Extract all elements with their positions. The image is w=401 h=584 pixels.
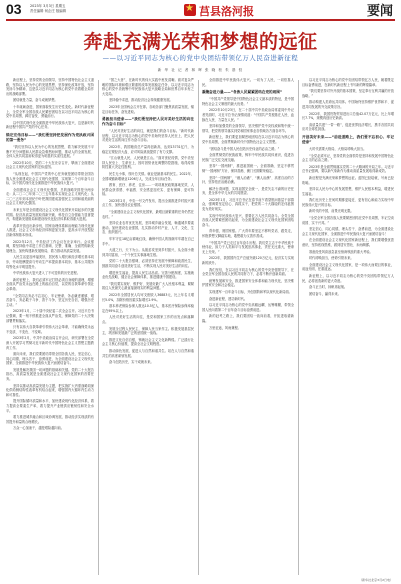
article-paragraph: 解决台湾问题、实现祖国完全统一，是党矢志不渝的历史任务，是全体中华儿女的共同愿望。 bbox=[202, 186, 294, 196]
article-paragraph: 实现建军一百年奋斗目标，开创国防和军队现代化新局面。 bbox=[209, 289, 292, 294]
article-paragraph: 新征程上，我们要更加紧密地团结在以习近平同志为核心的党中央周围，全面贯彻新时代中国特色社会主义思想。 bbox=[202, 135, 294, 144]
newspaper-logo bbox=[184, 3, 262, 18]
article-paragraph: 时代呼唤担当，使命引领未来。 bbox=[309, 256, 354, 261]
article-paragraph: 坚持和加强党的全面领导，坚决维护党中央权威和集中统一领导，把党的领导落实到党和国家事业各领域各方面各环节。 bbox=[202, 124, 294, 133]
article-paragraph: 以中国式现代化全面推进中华民族伟大复兴，这是新时代新征程中国共产党的中心任务。 bbox=[6, 120, 94, 130]
article-paragraph: 发展是解决我国一切问题的基础和关键。党的二十大报告指出，高质量发展是全面建设社会主义现代化国家的首要任务。 bbox=[6, 367, 94, 382]
article-paragraph: “江山就是人民，人民就是江山。”面对世纪疫情，党中央坚持人民至上、生命至上，因时因势优化调整防控措施，取得疫情防控重大决定性胜利。 bbox=[102, 156, 194, 170]
header-rule bbox=[6, 19, 395, 21]
article-paragraph: 2023年2月，中央一号文件发布，提出全面推进乡村振兴重点工作，加快建设农业强国。 bbox=[102, 198, 194, 208]
article-column-2 bbox=[102, 78, 194, 578]
article-paragraph: 以习近平同志为核心的党中央高瞻远瞩、运筹帷幄，带领全国人民向着第二个百年奋斗目标奋勇前进。 bbox=[202, 303, 294, 312]
article-paragraph: 以习近平同志为核心的党中央团结带领亿万人民，朝着既定目标奋勇前进，在新时代新征程上书写新的辉煌篇章。 bbox=[302, 78, 394, 87]
article-paragraph: 2023年1月，习近平总书记在春节前夕看望慰问基层干部群众，强调要坚定信心、真抓实干，把党的二十大描绘的宏伟蓝图变为美好现实。 bbox=[202, 197, 294, 212]
article-paragraph: 奋斗正当时，扬帆再起航。 bbox=[309, 285, 348, 290]
article-paragraph: 牢牢守住18亿亩耕地红线，确保中国人的饭碗牢牢端在自己手中。 bbox=[102, 237, 194, 246]
article-paragraph: 2023年2月，中共中央政治局召开会议，研究部署在全党深入开展学习贯彻习近平新时代中国特色社会主义思想主题教育工作。 bbox=[6, 336, 94, 350]
article-paragraph: 万众一心加油干，越是艰险越向前。 bbox=[13, 426, 64, 431]
article-paragraph: 坚持“一国两制”，推进祖国统一。全面准确、坚定不移贯彻“一国两制”方针，保持香港、澳门长期繁荣稳定。 bbox=[202, 164, 294, 173]
article-paragraph: 坚持农业农村优先发展，坚持城乡融合发展，畅通城乡要素流动。加快建设农业强国，扎实推动乡村产业、人才、文化、生态、组织振兴。 bbox=[102, 221, 194, 235]
article-paragraph: 高质量共建“一带一路”，促进世界经济增长，携手各国共同应对全球性挑战。 bbox=[302, 122, 394, 132]
article-paragraph: 推动绿色发展，促进人与自然和谐共生。站在人与自然和谐共生的高度谋划发展。 bbox=[102, 348, 194, 358]
article-paragraph: 2022年，我国货物贸易进出口总值42.07万亿元，比上年增长7.7%，规模再创历史新高。 bbox=[302, 111, 394, 121]
article-paragraph: 2022年10月，党的二十大在北京召开，擘画了全面建设社会主义现代化国家的宏伟蓝图。 bbox=[6, 160, 94, 170]
article-paragraph: 奋进新征程，建功新时代。 bbox=[209, 296, 248, 301]
article-paragraph: 未来五年是全面建设社会主义现代化国家开局起步的关键时期。经济高质量发展取得新突破，科技自立自强能力显著提升，构建新发展格局和建设现代化经济体系取得重大进展。 bbox=[6, 208, 94, 222]
article-paragraph: 2023年1月，二十届中央纪委二次全会召开。习近平总书记强调，要一刻不停推进全面从严治党，保障党的二十大决策部署贯彻落实。 bbox=[6, 309, 94, 323]
article-paragraph: 新的征程上，我们必须牢记打铁必须自身硬的道理，增强全面从严治党永远在路上的政治自觉，以党的自我革命引领社会革命。 bbox=[6, 277, 94, 291]
article-paragraph: 人民对美好生活的向往，是党和国家工作的出发点和落脚点。 bbox=[102, 315, 194, 324]
article-column-1 bbox=[6, 78, 94, 578]
issue-date: 2023年 3月3日 星期五 bbox=[30, 4, 66, 8]
article-paragraph: 基本养老保险参保人数达10.5亿人，基本医疗保险参保率稳定在95%以上。 bbox=[102, 304, 194, 313]
article-paragraph: 发展全过程人民民主，保障人民当家作主。积极发展基层民主，巩固和发展最广泛的爱国统一战线。 bbox=[102, 326, 194, 336]
section-subheading: 凝聚奋进力量——“各族人民紧紧团结在党的周围” bbox=[202, 90, 283, 95]
article-paragraph: 推进文化自信自强，铸就社会主义文化新辉煌。广泛践行社会主义核心价值观，提高全社会文明程度。 bbox=[102, 337, 194, 347]
article-paragraph: “从现在起，中国共产党的中心任务就是团结带领全国各族人民全面建成社会主义现代化强国、实现第二个百年奋斗目标，以中国式现代化全面推进中华民族伟大复兴。” bbox=[6, 171, 94, 186]
article-paragraph: 2022年全国居民人均可支配收入36883元，比上年名义增长5.0%，扣除价格因素实际增长2.9%。 bbox=[102, 292, 194, 302]
issue-editors: 责任编辑 何企庄 版编辑 bbox=[30, 8, 67, 13]
article-paragraph: “我们要实现好、维护好、发展好最广大人民根本利益，紧紧抓住人民最关心最直接最现实的利益问题。” bbox=[102, 281, 194, 291]
article-footer: （新华社北京3月2日电） bbox=[359, 578, 393, 582]
article-paragraph: “中国共产党领导是中国特色社会主义最本质的特征，是中国特色社会主义制度的最大优势。” bbox=[202, 97, 294, 106]
article-paragraph: 团结就是力量，奋斗成就梦想。 bbox=[13, 98, 58, 103]
article-paragraph: 准备经受风高浪急甚至惊涛骇浪的重大考验。 bbox=[309, 249, 373, 254]
article-paragraph: 2022年，我国国内生产总值突破120万亿元，经济实力实现新的跃升。 bbox=[202, 256, 294, 265]
headline: 奔赴充满光荣和梦想的远征 bbox=[83, 31, 318, 53]
article-paragraph: 团结奋斗，赢得未来。 bbox=[309, 291, 341, 296]
article-paragraph: 坚定信心、同心同德，埋头苦干、奋勇前进，为全面建设社会主义现代化国家、全面推进中华民族伟大复兴而团结奋斗！ bbox=[302, 227, 394, 236]
article-paragraph: 实现中华民族伟大复兴，需要亿万人民共同奋斗。全党全国各族人民要紧密团结起来，为全面建设社会主义现代化国家团结奋斗。 bbox=[202, 213, 294, 227]
article-paragraph: “我们要坚持对外开放的基本国策，坚定奉行互利共赢的开放战略。” bbox=[302, 89, 394, 98]
article-paragraph: 党的二十大报告强调，必须坚持在发展中保障和改善民生，鼓励共同奋斗创造美好生活，不断实现人民对美好生活的向往。 bbox=[102, 259, 194, 268]
subheadline: ——以习近平同志为核心的党中央团结带领亿万人民奋进新征程 bbox=[102, 54, 299, 62]
article-paragraph: 我们坚信，在以习近平同志为核心的党中央坚强领导下，在全党全军全国各族人民的共同努力下，必将不断开创新局面。 bbox=[202, 267, 294, 277]
article-paragraph: “国之大者”，在新时代的伟大实践中愈发清晰。面对复杂严峻的国际环境和艰巨繁重的改革发展稳定任务，以习近平同志为核心的党中央统筹中华民族伟大复兴战略全局和世界百年未有之大变局。 bbox=[102, 78, 194, 96]
column-divider bbox=[198, 80, 199, 575]
article-paragraph: 2023年全国两会召开在即。各地各部门聚焦高质量发展，锚定目标任务，奋发进取。 bbox=[102, 104, 194, 114]
article-paragraph: 2022年，我国粮食总产量再创新高，达到13731亿斤，为稳定宏观经济大盘、应对风险挑战提供了有力支撑。 bbox=[102, 144, 194, 154]
column-divider bbox=[98, 80, 99, 575]
article-paragraph: “团结奋斗是中国人民创造历史伟业的必由之路。” bbox=[209, 146, 280, 151]
article-paragraph: 大时代需要大格局，大格局呼唤大担当。 bbox=[309, 146, 367, 151]
article-paragraph: “全党全军全国各族人民要紧密团结在党中央周围，牢记空谈误国、实干兴邦。” bbox=[302, 216, 394, 225]
article-paragraph: “全面建设社会主义现代化国家，最艰巨最繁重的任务仍然在农村。” bbox=[102, 210, 194, 219]
article-paragraph: 万里征途，风雨兼程。 bbox=[209, 325, 241, 330]
newspaper-name: 莒县洛河报 bbox=[199, 5, 254, 18]
article-paragraph: “全党同志务必不忘初心、牢记使命，务必谦虚谨慎、艰苦奋斗，务必敢于斗争、善于斗争，坚定历史自信，增强历史主动。” bbox=[6, 293, 94, 307]
article-paragraph: 全面贯彻党的民族政策，铸牢中华民族共同体意识，促进各民族广泛交往交流交融。 bbox=[202, 153, 294, 162]
article-paragraph: 提升国际循环质量和水平，加快建设现代化经济体系，着力提高全要素生产率，着力提升产业链供应链韧性和安全水平。 bbox=[6, 399, 94, 413]
article-paragraph: 全面建设社会主义现代化国家，是一项伟大而艰巨的事业，前途光明，任重道远。 bbox=[302, 262, 394, 272]
article-paragraph: 2022年12月，中央经济工作会议在北京举行。会议强调，要坚持稳中求进工作总基调，完整、准确、全面贯彻新发展理念，加快构建新发展格局，着力推动高质量发展。 bbox=[6, 239, 94, 253]
article-paragraph: 坚持稳中求进，推动经济社会持续健康发展。 bbox=[109, 98, 173, 103]
article-paragraph: 改革开放迈出新步伐，国家治理体系和治理能力现代化深入推进，社会主义市场经济体制更加完善，更高水平开放型经济新体制基本形成。 bbox=[6, 223, 94, 238]
page-header bbox=[0, 0, 401, 26]
article-paragraph: 教育、医疗、养老、住房……一项项惠民政策落地见效，人民群众获得感、幸福感、安全感更加充实、更有保障、更可持续。 bbox=[102, 183, 194, 197]
article-paragraph: 新征程上，坚持党的全面领导，坚持中国特色社会主义道路，坚持以人民为中心的发展思想，坚持深化改革开放，坚持发扬斗争精神，这是以习近平同志为核心的党中央着眼全局作出的战略部署。 bbox=[6, 78, 94, 96]
article-paragraph: 推动构建人类命运共同体。中国始终坚持维护世界和平、促进共同发展的外交政策宗旨。 bbox=[302, 100, 394, 109]
article-paragraph: 奋斗创造历史，实干成就未来。 bbox=[109, 360, 154, 365]
article-paragraph: 大道之行，天下为公。从脱贫攻坚到乡村振兴，从全面小康到共同富裕，一个个民生实事落地生根。 bbox=[102, 248, 194, 257]
article-paragraph: 新的赶考之路上，我们要团结一致向前看，开拓进取谱新篇。 bbox=[202, 314, 294, 323]
article-paragraph: 中华民族伟大复兴进入了不可逆转的历史进程。 bbox=[13, 271, 80, 276]
article-paragraph: 全面推进中华民族伟大复兴。一切为了人民，一切依靠人民。 bbox=[202, 78, 294, 87]
article-paragraph: 在全面建设社会主义现代化国家新征程上，我们要增强忧患意识，坚持底线思维，做到居安思危、未雨绸缪。 bbox=[302, 238, 394, 248]
article-paragraph: 增进民生福祉，提高人民生活品质。完善分配制度，实施就业优先战略，健全社会保障体系，推进健康中国建设。 bbox=[102, 270, 194, 280]
article-paragraph: “人民对美好生活的向往，就是我们的奋斗目标。”新时代新征程，以习近平同志为核心的党中央始终坚持人民至上，把人民对美好生活的向往作为奋斗目标。 bbox=[102, 129, 194, 143]
star-icon: ★ bbox=[184, 4, 196, 16]
article-paragraph: 民生无小事，枝叶总关情。就业是最基本的民生。2022年，全国城镇新增就业1206万人，完成全年目标任务。 bbox=[102, 171, 194, 181]
article-paragraph: 新时代的中国，前景光明无限。 bbox=[309, 209, 354, 214]
article-paragraph: “中国共产党已走过百年奋斗历程。我们党立志于中华民族千秋伟业，致力于人类和平与发展崇高事业，责任无比重大，使命无上光荣。” bbox=[202, 240, 294, 254]
section-subheading: 勇毅担当使命——“我们要坚持把人民对美好生活的向往作为奋斗目标” bbox=[102, 117, 194, 127]
section-subheading: 锚定宏伟目标——“我们要坚持把发展作为党执政兴国的第一要务” bbox=[6, 132, 94, 142]
article-paragraph: 2023年是全面贯彻落实党的二十大精神的开局之年。习近平总书记强调，要以新气象新作为推动高质量发展取得新成效。 bbox=[302, 164, 394, 174]
byline: 新 华 社 记 者 林 晖 张 晓 松 朱 基 钗 bbox=[157, 68, 244, 72]
article-column-3 bbox=[202, 78, 294, 578]
article-paragraph: 坚持以人民为中心的发展思想，维护人民根本利益，增进民生福祉。 bbox=[302, 187, 394, 196]
article-paragraph: 面向未来，我们党要团结带领全国各族人民，坚定信心、同心同德，埋头苦干、奋勇前进，为全面建设社会主义现代化国家、全面推进中华民族伟大复兴而团结奋斗。 bbox=[6, 352, 94, 366]
article-paragraph: 2022年10月23日，在二十届中共中央政治局常委同中外记者见面时，习近平总书记深情说道：“中国共产党根基在人民、血脉在人民、力量在人民。” bbox=[202, 108, 294, 122]
section-subheading: 开创美好未来——“前进道路上，我们要不忘初心、牢记使命” bbox=[302, 134, 394, 144]
article-paragraph: 青年强，则国家强。广大青年要坚定不移听党话、跟党走，怀抱梦想又脚踏实地，敢想敢为又善作善成。 bbox=[202, 229, 294, 239]
issue-meta bbox=[30, 4, 66, 13]
article-paragraph: 坚持“一国两制”、“港人治港”、“澳人治澳”、高度自治的方针，坚持依法治港治澳。 bbox=[202, 175, 294, 185]
article-paragraph: 全面建成社会主义现代化强国，总的战略安排是分两步走：从二〇二〇年到二〇三五年基本实现社会主义现代化；从二〇三五年到本世纪中叶把我国建成富强民主文明和谐美丽的社会主义现代化强国。 bbox=[6, 187, 94, 206]
article-column-4 bbox=[302, 78, 394, 578]
article-paragraph: 十年砥砺奋进，国家面貌发生历史性变化。新时代新征程上，全党全军全国各族人民紧密团结在以习近平同志为核心的党中央周围，踔厉奋发、勇毅前行。 bbox=[6, 104, 94, 119]
article-paragraph: 我们比历史上任何时期都更接近、更有信心和能力实现中华民族伟大复兴的目标。 bbox=[302, 198, 394, 207]
article-paragraph: 着力推进城乡融合和区域协调发展，推动经济实现质的有效提升和量的合理增长。 bbox=[6, 415, 94, 424]
page-number: 03 bbox=[6, 1, 22, 17]
section-title: 要闻 bbox=[366, 4, 393, 19]
article-paragraph: 只有以伟大自我革命引领伟大社会革命，才能确保党永远不变质、不变色、不变味。 bbox=[6, 325, 94, 334]
article-paragraph: “全党必须牢记，坚持党的全面领导是坚持和发展中国特色社会主义的必由之路。” bbox=[302, 153, 394, 163]
article-paragraph: 统筹发展和安全，推进国家安全体系和能力现代化，坚决维护国家安全和社会稳定。 bbox=[202, 278, 294, 288]
article-paragraph: 人民生活更加幸福美好，居民收入增长和经济增长基本同步，劳动报酬提高与劳动生产率提高基本同步，基本公共服务均等化水平明显提升。 bbox=[6, 255, 94, 269]
article-paragraph: 坚持以推动高质量发展为主题，把实施扩大内需战略同深化供给侧结构性改革有机结合起来，增强国内大循环内生动力和可靠性。 bbox=[6, 383, 94, 397]
article-paragraph: 新征程是充满光荣和梦想的远征。蓝图已经绘就，号角已经吹响。 bbox=[302, 175, 394, 185]
article-paragraph: 新征程上，以习近平同志为核心的党中央团结带领亿万人民，必将创造新的更大奇迹。 bbox=[302, 274, 394, 283]
article-paragraph: “我们坚持以人民为中心的发展思想，着力解决发展不平衡不充分问题和人民群众急难愁盼问题，推动人的全面发展、全体人民共同富裕取得更为明显的实质性进展。” bbox=[6, 144, 94, 159]
column-divider bbox=[298, 80, 299, 575]
